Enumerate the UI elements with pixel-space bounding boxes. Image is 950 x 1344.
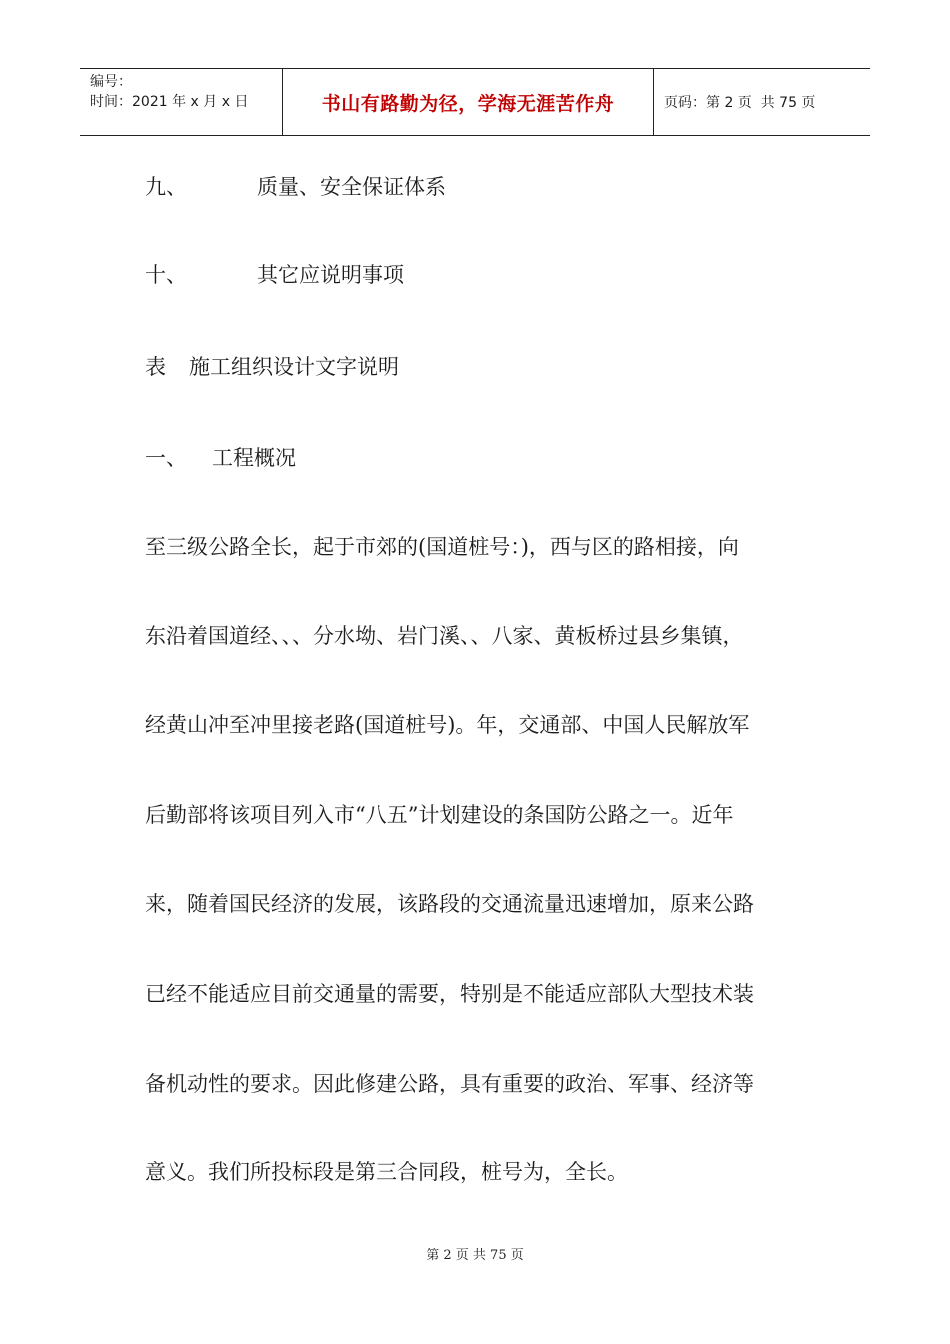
- paragraph-line: 后勤部将该项目列入市“八五”计划建设的条国防公路之一。近年: [145, 803, 734, 827]
- toc-item-number: 十、: [145, 263, 187, 287]
- paragraph-line: 意义。我们所投标段是第三合同段，桩号为，全长。: [145, 1160, 628, 1184]
- toc-item-10: [145, 260, 404, 290]
- header-page-text: 页码：第 2 页 共 75 页: [664, 95, 816, 111]
- toc-item-9: [145, 172, 446, 202]
- section-number: 一、: [145, 446, 187, 470]
- paragraph-line: 来，随着国民经济的发展，该路段的交通流量迅速增加，原来公路: [145, 892, 754, 916]
- table-heading-prefix: 表: [145, 355, 166, 379]
- paragraph-line: 至三级公路全长，起于市郊的(国道桩号：)，西与区的路相接，向: [145, 535, 739, 559]
- toc-item-text: 质量、安全保证体系: [257, 175, 446, 199]
- paragraph-line: 已经不能适应目前交通量的需要，特别是不能适应部队大型技术装: [145, 982, 754, 1006]
- header-motto: 书山有路勤为径，学海无涯苦作舟: [282, 69, 654, 135]
- paragraph-line: 经黄山冲至冲里接老路(国道桩号)。年，交通部、中国人民解放军: [145, 713, 750, 737]
- paragraph-line: 备机动性的要求。因此修建公路，具有重要的政治、军事、经济等: [145, 1072, 754, 1096]
- header-page-info: [654, 69, 870, 135]
- section-title: 工程概况: [212, 446, 296, 470]
- page-footer: 第 2 页 共 75 页: [426, 1248, 524, 1263]
- document-number-label: 编号：: [90, 74, 132, 90]
- toc-item-text: 其它应说明事项: [257, 263, 404, 287]
- page-header: [80, 68, 870, 136]
- toc-item-number: 九、: [145, 175, 187, 199]
- paragraph-line: 东沿着国道经、、、分水坳、岩门溪、、八家、黄板桥过县乡集镇，: [145, 624, 744, 648]
- section-heading: [145, 443, 296, 473]
- document-date: 时间：2021 年 x 月 x 日: [90, 94, 249, 110]
- table-heading-text: 施工组织设计文字说明: [189, 355, 399, 379]
- header-meta: [80, 69, 282, 135]
- table-heading: [145, 352, 399, 382]
